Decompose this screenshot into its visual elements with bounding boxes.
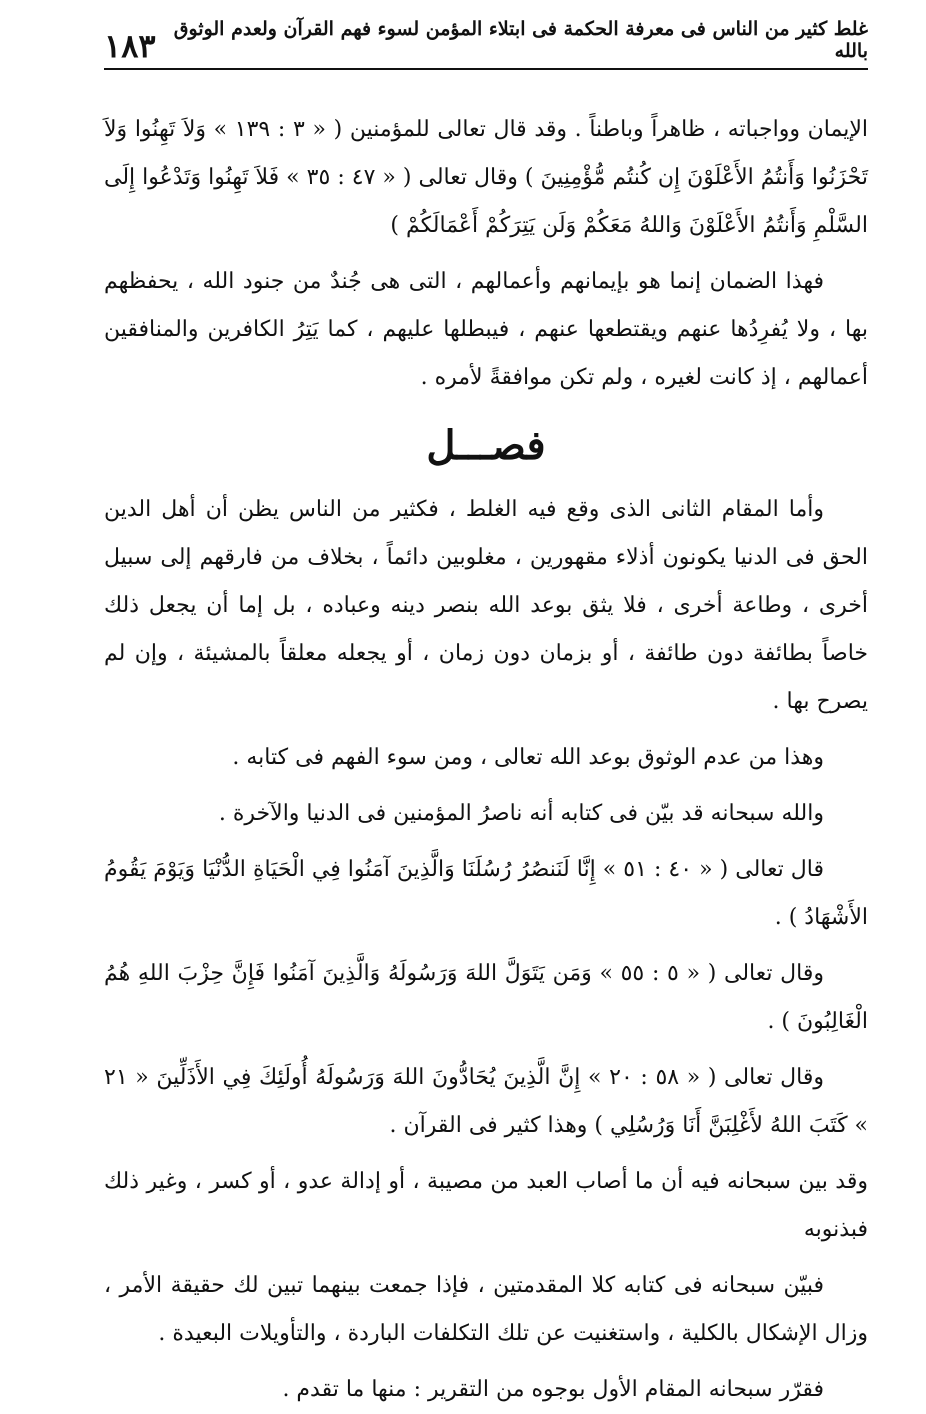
paragraph-first-station: فقرّر سبحانه المقام الأول بوجوه من التقرير : منها ما تقدم . — [282, 1377, 824, 1402]
paragraph-second-station: وأما المقام الثانى الذى وقع فيه الغلط ، فكثير من الناس يظن أن أهل الدين الحق فى الدنيا يكونون أذلاء مقهورين ، مغلوبين دائماً ، بخلاف من فارقهم إلى سبيل أخرى ، وطاعة أخرى ، فلا يثق بوعد الله بنصر دينه وعباده ، بل إما أن يجعل ذلك خاصاً بطائفة دون طائفة ، أو بزمان دون زمان ، أو يجعله معلقاً بالمشيئة ، وإن لم يصرح بها . — [104, 497, 868, 714]
paragraph-verse-58-20: وقال تعالى ( « ٥٨ : ٢٠ » إِنَّ الَّذِينَ يُحَادُّونَ اللهَ وَرَسُولَهُ أُولَئِكَ فِي الأَذَلِّينَ « ٢١ » كَتَبَ اللهُ لأَغْلِبَنَّ أَنَا وَرُسُلِي ) وهذا كثير فى القرآن . — [104, 1065, 868, 1138]
section-heading: فصـــل — [426, 422, 546, 469]
header-rule — [104, 68, 868, 70]
paragraph-verse-40-51: قال تعالى ( « ٤٠ : ٥١ » إِنَّا لَنَنصُرُ رُسُلَنَا وَالَّذِينَ آمَنُوا فِي الْحَيَاةِ الدُّنْيَا وَيَوْمَ يَقُومُ الأَشْهَادُ ) . — [104, 857, 868, 930]
page-header — [104, 18, 868, 65]
paragraph-guarantee: فهذا الضمان إنما هو بإيمانهم وأعمالهم ، التى هى جُندٌ من جنود الله ، يحفظهم بها ، ولا يُفرِدُها عنهم ويقتطعها عنهم ، فيبطلها عليهم ، كما يَتِرُ الكافرين والمنافقين أعمالهم ، إذ كانت لغيره ، ولم تكن موافقةً لأمره . — [104, 269, 868, 390]
page-number: ١٨٣ — [104, 27, 156, 65]
paragraph-verses-intro: الإيمان وواجباته ، ظاهراً وباطناً . وقد قال تعالى للمؤمنين ( « ٣ : ١٣٩ » وَلاَ تَهِنُوا وَلاَ تَحْزَنُوا وَأَنتُمُ الأَعْلَوْنَ إِن كُنتُم مُّؤْمِنِينَ ) وقال تعالى ( « ٤٧ : ٣٥ » فَلاَ تَهِنُوا وَتَدْعُوا إِلَى السَّلْمِ وَأَنتُمُ الأَعْلَوْنَ وَاللهُ مَعَكُمْ وَلَن يَتِرَكُمْ أَعْمَالَكُمْ ) — [104, 117, 868, 238]
paragraph-affliction: وقد بين سبحانه فيه أن ما أصاب العبد من مصيبة ، أو إدالة عدو ، أو كسر ، وغير ذلك فبذنوبه — [104, 1169, 869, 1242]
paragraph-verse-5-55: وقال تعالى ( « ٥ : ٥٥ » وَمَن يَتَوَلَّ اللهَ وَرَسُولَهُ وَالَّذِينَ آمَنُوا فَإِنَّ حِزْبَ اللهِ هُمُ الْغَالِبُونَ ) . — [104, 961, 868, 1034]
running-title: غلط كثير من الناس فى معرفة الحكمة فى ابتلاء المؤمن لسوء فهم القرآن ولعدم الوثوق بالله — [173, 18, 868, 62]
paragraph-lack-of-trust: وهذا من عدم الوثوق بوعد الله تعالى ، ومن سوء الفهم فى كتابه . — [232, 745, 824, 770]
paragraph-allah-explained: والله سبحانه قد بيّن فى كتابه أنه ناصرُ المؤمنين فى الدنيا والآخرة . — [218, 801, 824, 826]
paragraph-both-premises: فبيّن سبحانه فى كتابه كلا المقدمتين ، فإذا جمعت بينهما تبين لك حقيقة الأمر ، وزال الإشكال بالكلية ، واستغنيت عن تلك التكلفات الباردة ، والتأويلات البعيدة . — [104, 1273, 868, 1346]
